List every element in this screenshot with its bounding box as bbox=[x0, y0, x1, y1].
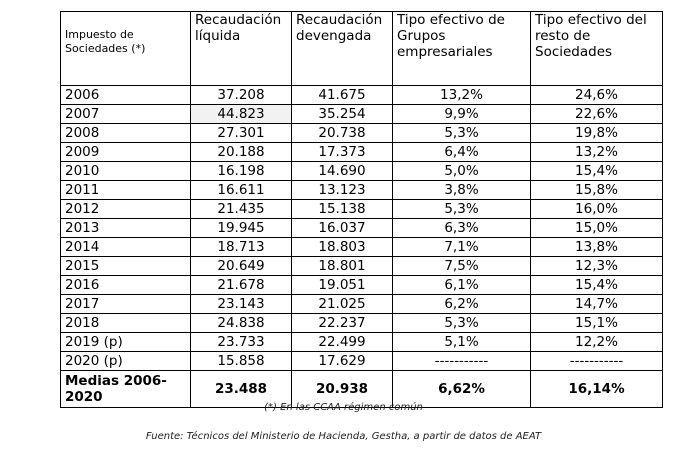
table-row bbox=[61, 314, 663, 333]
cell-tipo-resto: 15,0% bbox=[531, 219, 663, 238]
cell-recaudacion-devengada: 13.123 bbox=[292, 181, 393, 200]
cell-year: 2017 bbox=[61, 295, 191, 314]
table-header bbox=[61, 12, 663, 86]
cell-tipo-grupos: 6,1% bbox=[393, 276, 531, 295]
cell-tipo-grupos: 6,4% bbox=[393, 143, 531, 162]
cell-year: 2006 bbox=[61, 86, 191, 105]
header-recaudacion-devengada: Recaudación devengada bbox=[292, 12, 393, 86]
cell-recaudacion-liquida: 20.188 bbox=[191, 143, 292, 162]
cell-recaudacion-liquida: 16.198 bbox=[191, 162, 292, 181]
cell-tipo-grupos: 5,1% bbox=[393, 333, 531, 352]
table-row bbox=[61, 333, 663, 352]
cell-year: 2016 bbox=[61, 276, 191, 295]
cell-year: 2011 bbox=[61, 181, 191, 200]
cell-year: 2020 (p) bbox=[61, 352, 191, 371]
footnote: (*) En las CCAA régimen común bbox=[264, 402, 423, 413]
source-note: Fuente: Técnicos del Ministerio de Hacienda, Gestha, a partir de datos de AEAT bbox=[145, 431, 542, 442]
cell-year: 2015 bbox=[61, 257, 191, 276]
table-row bbox=[61, 181, 663, 200]
cell-tipo-resto: ----------- bbox=[531, 352, 663, 371]
table-row bbox=[61, 86, 663, 105]
cell-recaudacion-liquida: 21.678 bbox=[191, 276, 292, 295]
cell-recaudacion-devengada: 18.803 bbox=[292, 238, 393, 257]
table-row bbox=[61, 143, 663, 162]
cell-year: 2010 bbox=[61, 162, 191, 181]
cell-tipo-grupos: 5,3% bbox=[393, 200, 531, 219]
table-row bbox=[61, 276, 663, 295]
cell-year: 2009 bbox=[61, 143, 191, 162]
cell-recaudacion-liquida: 37.208 bbox=[191, 86, 292, 105]
header-row bbox=[61, 12, 663, 86]
cell-year: 2008 bbox=[61, 124, 191, 143]
cell-recaudacion-devengada: 35.254 bbox=[292, 105, 393, 124]
cell-recaudacion-devengada: 21.025 bbox=[292, 295, 393, 314]
table-row bbox=[61, 219, 663, 238]
cell-tipo-resto: 15,4% bbox=[531, 162, 663, 181]
header-impuesto: Impuesto de Sociedades (*) bbox=[61, 12, 191, 86]
avg-recaudacion-liquida: 23.488 bbox=[191, 371, 292, 408]
tax-revenue-table bbox=[60, 11, 663, 408]
cell-recaudacion-devengada: 16.037 bbox=[292, 219, 393, 238]
cell-recaudacion-devengada: 15.138 bbox=[292, 200, 393, 219]
cell-recaudacion-liquida: 20.649 bbox=[191, 257, 292, 276]
table-row bbox=[61, 238, 663, 257]
cell-year: 2018 bbox=[61, 314, 191, 333]
cell-tipo-grupos: 6,2% bbox=[393, 295, 531, 314]
cell-tipo-grupos: 9,9% bbox=[393, 105, 531, 124]
cell-year: 2007 bbox=[61, 105, 191, 124]
table-row bbox=[61, 352, 663, 371]
cell-recaudacion-devengada: 20.738 bbox=[292, 124, 393, 143]
cell-recaudacion-liquida: 24.838 bbox=[191, 314, 292, 333]
table-row bbox=[61, 105, 663, 124]
table-row bbox=[61, 200, 663, 219]
cell-tipo-grupos: 6,3% bbox=[393, 219, 531, 238]
cell-tipo-resto: 15,8% bbox=[531, 181, 663, 200]
cell-tipo-resto: 19,8% bbox=[531, 124, 663, 143]
cell-tipo-grupos: 5,3% bbox=[393, 124, 531, 143]
table-row bbox=[61, 257, 663, 276]
cell-recaudacion-devengada: 17.373 bbox=[292, 143, 393, 162]
cell-tipo-resto: 13,2% bbox=[531, 143, 663, 162]
cell-recaudacion-liquida: 19.945 bbox=[191, 219, 292, 238]
cell-tipo-resto: 22,6% bbox=[531, 105, 663, 124]
cell-tipo-grupos: 5,0% bbox=[393, 162, 531, 181]
cell-tipo-grupos: 13,2% bbox=[393, 86, 531, 105]
cell-tipo-resto: 24,6% bbox=[531, 86, 663, 105]
cell-recaudacion-liquida: 27.301 bbox=[191, 124, 292, 143]
cell-recaudacion-liquida: 23.733 bbox=[191, 333, 292, 352]
cell-tipo-resto: 15,1% bbox=[531, 314, 663, 333]
avg-recaudacion-devengada: 20.938 bbox=[292, 371, 393, 408]
cell-recaudacion-liquida: 16.611 bbox=[191, 181, 292, 200]
cell-tipo-resto: 12,3% bbox=[531, 257, 663, 276]
cell-recaudacion-liquida: 23.143 bbox=[191, 295, 292, 314]
table-body bbox=[61, 86, 663, 408]
cell-recaudacion-devengada: 14.690 bbox=[292, 162, 393, 181]
cell-recaudacion-liquida: 15.858 bbox=[191, 352, 292, 371]
cell-tipo-resto: 12,2% bbox=[531, 333, 663, 352]
cell-tipo-grupos: ----------- bbox=[393, 352, 531, 371]
cell-tipo-resto: 15,4% bbox=[531, 276, 663, 295]
cell-recaudacion-devengada: 22.237 bbox=[292, 314, 393, 333]
cell-recaudacion-liquida: 18.713 bbox=[191, 238, 292, 257]
table-row bbox=[61, 162, 663, 181]
table-row bbox=[61, 124, 663, 143]
cell-tipo-grupos: 7,1% bbox=[393, 238, 531, 257]
averages-label: Medias 2006-2020 bbox=[61, 371, 191, 408]
cell-recaudacion-devengada: 19.051 bbox=[292, 276, 393, 295]
cell-recaudacion-devengada: 18.801 bbox=[292, 257, 393, 276]
cell-year: 2019 (p) bbox=[61, 333, 191, 352]
cell-recaudacion-devengada: 22.499 bbox=[292, 333, 393, 352]
cell-year: 2014 bbox=[61, 238, 191, 257]
cell-recaudacion-liquida: 44.823 bbox=[191, 105, 292, 124]
cell-recaudacion-liquida: 21.435 bbox=[191, 200, 292, 219]
cell-recaudacion-devengada: 41.675 bbox=[292, 86, 393, 105]
header-recaudacion-liquida: Recaudación líquida bbox=[191, 12, 292, 86]
cell-year: 2012 bbox=[61, 200, 191, 219]
cell-tipo-resto: 13,8% bbox=[531, 238, 663, 257]
cell-tipo-grupos: 5,3% bbox=[393, 314, 531, 333]
header-tipo-resto: Tipo efectivo del resto de Sociedades bbox=[531, 12, 663, 86]
avg-tipo-grupos: 6,62% bbox=[393, 371, 531, 408]
cell-tipo-resto: 16,0% bbox=[531, 200, 663, 219]
cell-year: 2013 bbox=[61, 219, 191, 238]
cell-tipo-resto: 14,7% bbox=[531, 295, 663, 314]
table-row bbox=[61, 295, 663, 314]
cell-tipo-grupos: 7,5% bbox=[393, 257, 531, 276]
avg-tipo-resto: 16,14% bbox=[531, 371, 663, 408]
header-tipo-grupos: Tipo efectivo de Grupos empresariales bbox=[393, 12, 531, 86]
cell-recaudacion-devengada: 17.629 bbox=[292, 352, 393, 371]
cell-tipo-grupos: 3,8% bbox=[393, 181, 531, 200]
